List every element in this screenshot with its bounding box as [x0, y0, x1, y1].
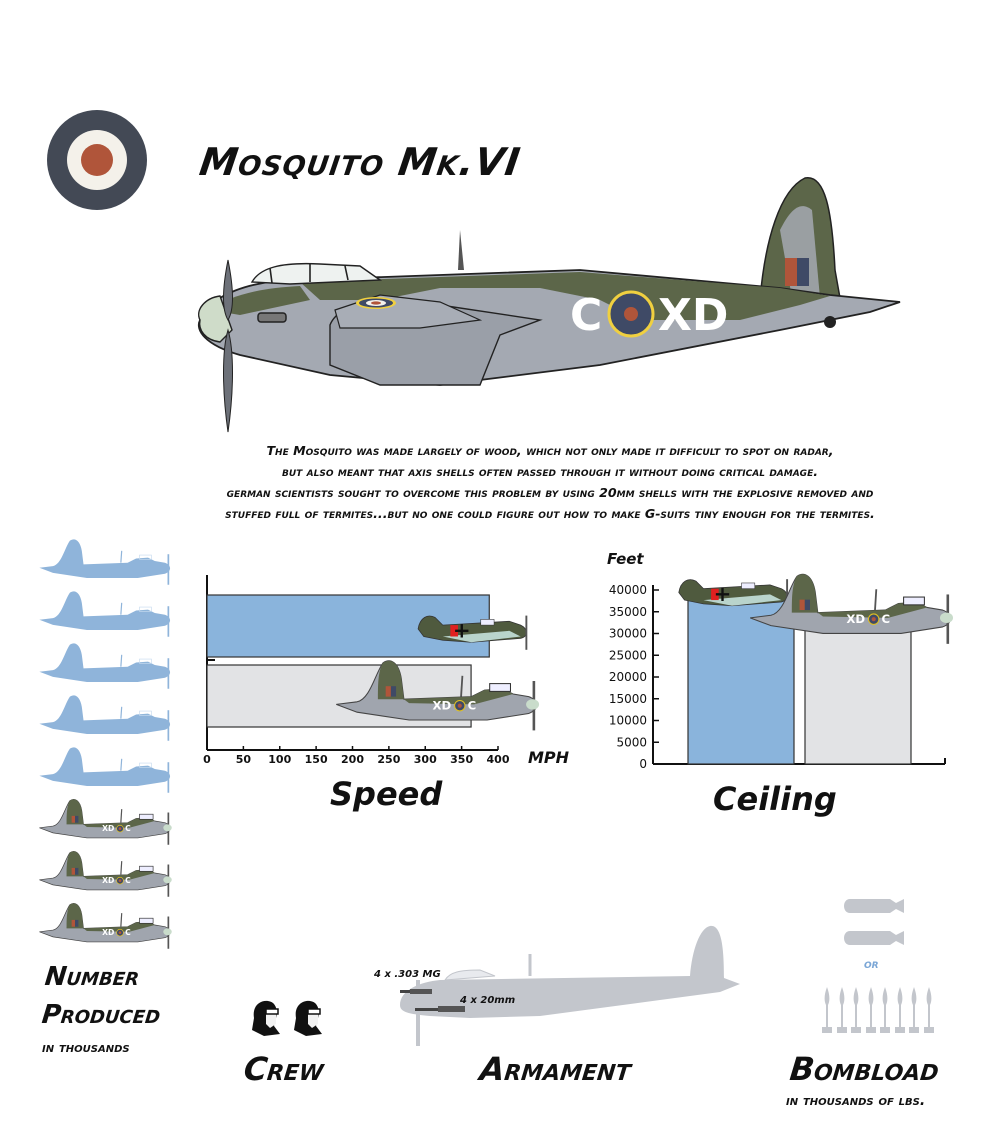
description-line: german scientists sought to overcome this problem by using 20mm shells with the explosive removed and [226, 485, 874, 500]
bomb-icons [840, 895, 920, 959]
rocket-icons [820, 985, 936, 1039]
page-title: Mosquito Mk.VI [196, 140, 524, 184]
armament-illustration [360, 920, 760, 1055]
speed-tick-label: 50 [235, 753, 252, 766]
crew-icons [246, 998, 330, 1042]
description-line: but also meant that axis shells often passed through it without doing critical damage. [281, 464, 818, 479]
description-text [150, 440, 950, 524]
ceiling-tick-label: 30000 [608, 626, 647, 641]
pilot-head-icon [288, 998, 326, 1038]
ceiling-tick-label: 5000 [616, 735, 647, 750]
plane-silhouette-icon [36, 743, 176, 795]
speed-title: Speed [330, 775, 443, 813]
ceiling-tick-label: 10000 [608, 713, 647, 728]
speed-tick-label: 300 [413, 753, 437, 766]
speed-x-label: MPH [528, 748, 570, 767]
bomb-icon [840, 927, 906, 949]
rocket-icon [893, 985, 907, 1035]
speed-tick-label: 100 [268, 753, 292, 766]
pilot-head-icon [246, 998, 284, 1038]
ceiling-chart [595, 540, 980, 830]
mosquito-plane-icon [36, 899, 176, 951]
plane-silhouette-icon [36, 639, 176, 691]
speed-tick-label: 250 [377, 753, 401, 766]
number-produced-label: Number [43, 962, 141, 992]
armament-callout-cannon: 4 x 20mm [460, 995, 516, 1006]
bombload-sublabel: in thousands of lbs. [786, 1093, 926, 1109]
description-line: The Mosquito was made largely of wood, which not only made it difficult to spot on radar, [266, 443, 834, 458]
rocket-icon [820, 985, 834, 1035]
ceiling-tick-label: 25000 [608, 648, 647, 663]
speed-chart [190, 565, 590, 820]
plane-silhouette-icon [36, 535, 176, 587]
ceiling-tick-label: 20000 [608, 670, 647, 684]
ceiling-y-label: Feet [607, 550, 644, 568]
plane-silhouette-icon [36, 587, 176, 639]
number-produced-icons [36, 535, 176, 951]
rocket-icon [835, 985, 849, 1035]
speed-tick-label: 0 [203, 753, 211, 766]
rocket-icon [849, 985, 863, 1035]
rocket-icon [864, 985, 878, 1035]
armament-callout-mg: 4 x .303 MG [374, 969, 441, 980]
mosquito-plane-icon [36, 795, 176, 847]
ceiling-tick-label: 40000 [608, 583, 647, 597]
mosquito-plane-icon [36, 847, 176, 899]
number-produced-label-2: Produced [40, 1000, 162, 1030]
mosquito-main-illustration [180, 170, 910, 440]
ceiling-tick-label: 0 [639, 757, 647, 771]
ceiling-bar [805, 620, 911, 764]
description-line: stuffed full of termites...but no one could figure out how to make G-suits tiny enough for the termites. [225, 506, 875, 521]
code-left: C [570, 290, 603, 341]
number-produced-sublabel: in thousands [42, 1040, 130, 1056]
speed-tick-label: 150 [304, 753, 328, 766]
ceiling-title: Ceiling [713, 780, 837, 818]
speed-tick-label: 350 [450, 753, 474, 766]
bombload-label: Bombload [788, 1050, 941, 1088]
armament-label: Armament [478, 1050, 633, 1088]
bomb-icon [840, 895, 906, 917]
rocket-icon [878, 985, 892, 1035]
raf-roundel-icon [45, 108, 149, 212]
speed-tick-label: 200 [341, 753, 364, 766]
ceiling-tick-label: 35000 [608, 604, 647, 619]
code-right: XD [658, 290, 729, 341]
ceiling-tick-label: 15000 [608, 691, 647, 706]
or-label: or [864, 957, 879, 972]
speed-tick-label: 400 [486, 753, 510, 766]
rocket-icon [907, 985, 921, 1035]
crew-label: Crew [242, 1050, 326, 1088]
plane-silhouette-icon [36, 691, 176, 743]
rocket-icon [922, 985, 936, 1035]
